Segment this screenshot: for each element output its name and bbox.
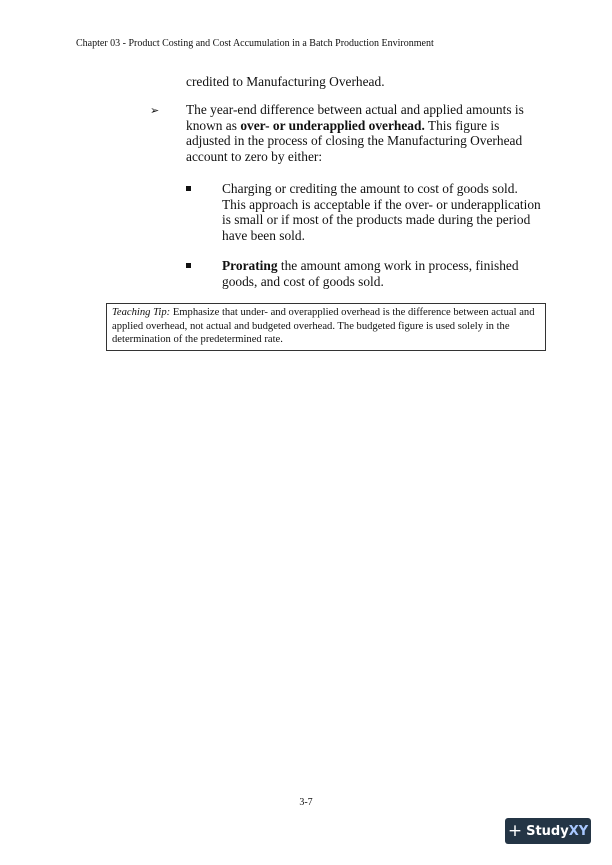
continuation-text: credited to Manufacturing Overhead. — [186, 74, 385, 89]
brand-name: Study — [526, 823, 569, 839]
main-bullet-paragraph — [186, 102, 542, 164]
bullet-text-after: This figure is adjusted in the process of closing the Manufacturing Overhead account to zero by either: — [186, 117, 523, 164]
bullet-text-before: The year-end difference between actual and applied amounts is known as — [186, 102, 524, 133]
square-bullet-icon — [186, 186, 191, 191]
sub-item — [222, 181, 542, 243]
bullet-bold-term: over- or underapplied overhead. — [240, 117, 425, 133]
teaching-tip-label: Teaching Tip: — [112, 307, 171, 318]
sub-item-bold-term: Prorating — [222, 258, 278, 273]
chapter-header: Chapter 03 - Product Costing and Cost Accumulation in a Batch Production Environment — [76, 38, 434, 49]
page-number: 3-7 — [299, 797, 313, 808]
sub-item-text: the amount among work in process, finished goods, and cost of goods sold. — [222, 258, 519, 289]
plus-icon: + — [507, 820, 523, 841]
studyxy-badge[interactable] — [505, 818, 591, 844]
arrow-bullet-icon: ➢ — [150, 104, 160, 117]
brand-accent: XY — [568, 823, 589, 839]
sub-item — [222, 258, 542, 289]
teaching-tip-text: Emphasize that under- and overapplied overhead is the difference between actual and applied overhead, not actual and budgeted overhead. The budgeted figure is used solely in the determination of the predetermined rate. — [112, 307, 535, 345]
teaching-tip-box — [106, 303, 546, 351]
sub-item-text: Charging or crediting the amount to cost of goods sold. This approach is acceptable if the over- or underapplication is small or if most of the products made during the period have been sold. — [222, 181, 541, 243]
square-bullet-icon — [186, 263, 191, 268]
